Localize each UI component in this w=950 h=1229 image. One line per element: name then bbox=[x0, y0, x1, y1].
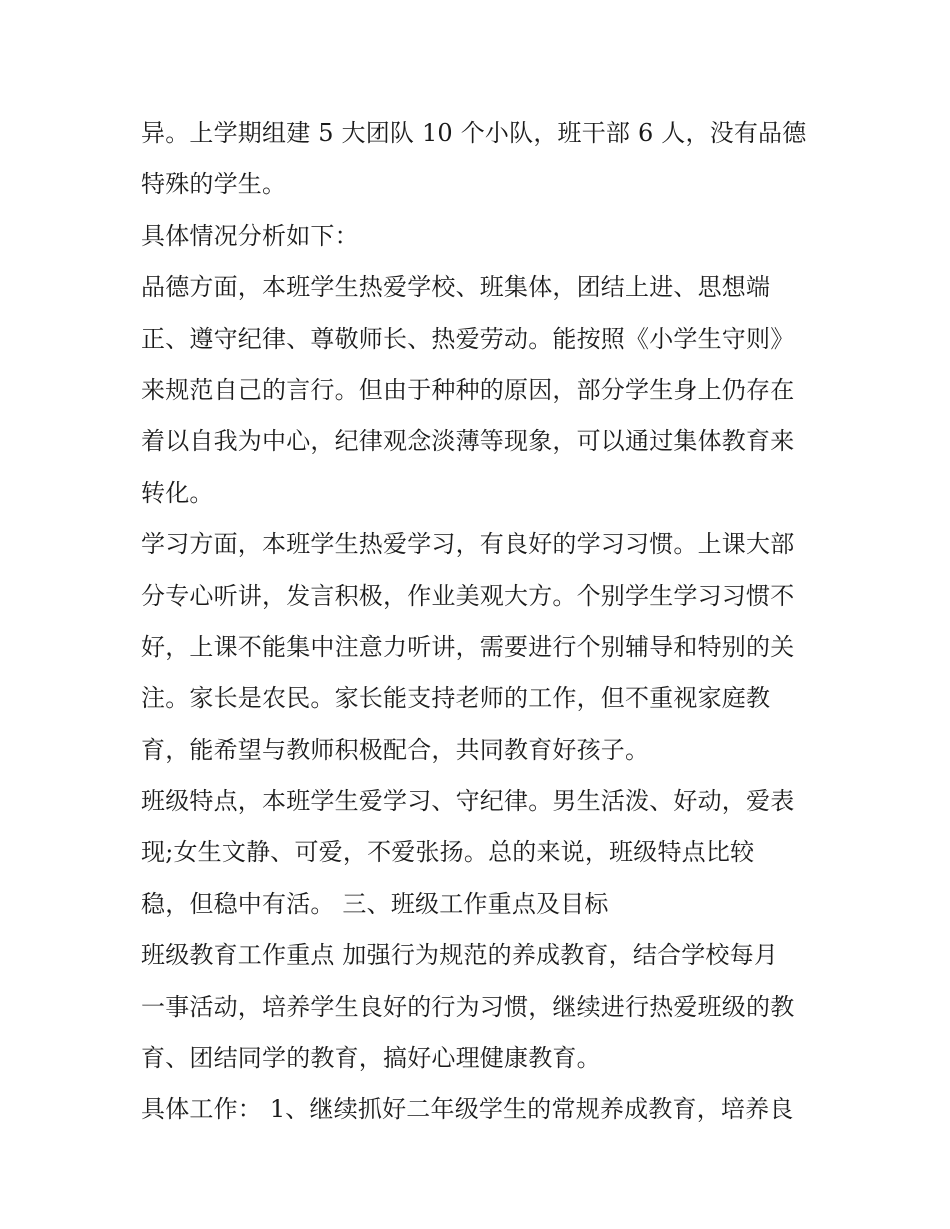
text-line: 注。家长是农民。家长能支持老师的工作，但不重视家庭教 bbox=[141, 684, 771, 713]
text-line: 班级教育工作重点 加强行为规范的养成教育，结合学校每月 bbox=[141, 941, 779, 970]
text-line: 正、遵守纪律、尊敬师长、热爱劳动。能按照《小学生守则》 bbox=[141, 324, 795, 353]
text-line: 学习方面，本班学生热爱学习，有良好的学习习惯。上课大部 bbox=[141, 530, 795, 559]
text-line: 现;女生文静、可爱，不爱张扬。总的来说，班级特点比较 bbox=[141, 838, 755, 867]
text-line: 具体情况分析如下： bbox=[141, 221, 359, 250]
text-line: 转化。 bbox=[141, 478, 214, 507]
text-line: 育，能希望与教师积极配合，共同教育好孩子。 bbox=[141, 735, 650, 764]
text-line: 一事活动，培养学生良好的行为习惯，继续进行热爱班级的教 bbox=[141, 992, 795, 1021]
text-line: 分专心听讲，发言积极，作业美观大方。个别学生学习习惯不 bbox=[141, 581, 795, 610]
text-line: 班级特点，本班学生爱学习、守纪律。男生活泼、好动，爱表 bbox=[141, 787, 795, 816]
document-body-text bbox=[141, 108, 841, 1136]
text-line: 异。上学期组建 5 大团队 10 个小队，班干部 6 人，没有品德 bbox=[141, 119, 807, 147]
text-line: 稳，但稳中有活。 三、班级工作重点及目标 bbox=[141, 889, 609, 918]
text-line: 品德方面，本班学生热爱学校、班集体，团结上进、思想端 bbox=[141, 273, 771, 302]
text-line: 好，上课不能集中注意力听讲，需要进行个别辅导和特别的关 bbox=[141, 632, 795, 661]
text-line: 育、团结同学的教育，搞好心理健康教育。 bbox=[141, 1044, 601, 1073]
text-line: 着以自我为中心，纪律观念淡薄等现象，可以通过集体教育来 bbox=[141, 427, 795, 456]
text-line: 特殊的学生。 bbox=[141, 170, 287, 199]
text-line: 具体工作： 1、继续抓好二年级学生的常规养成教育，培养良 bbox=[141, 1095, 794, 1124]
text-line: 来规范自己的言行。但由于种种的原因，部分学生身上仍存在 bbox=[141, 375, 795, 404]
